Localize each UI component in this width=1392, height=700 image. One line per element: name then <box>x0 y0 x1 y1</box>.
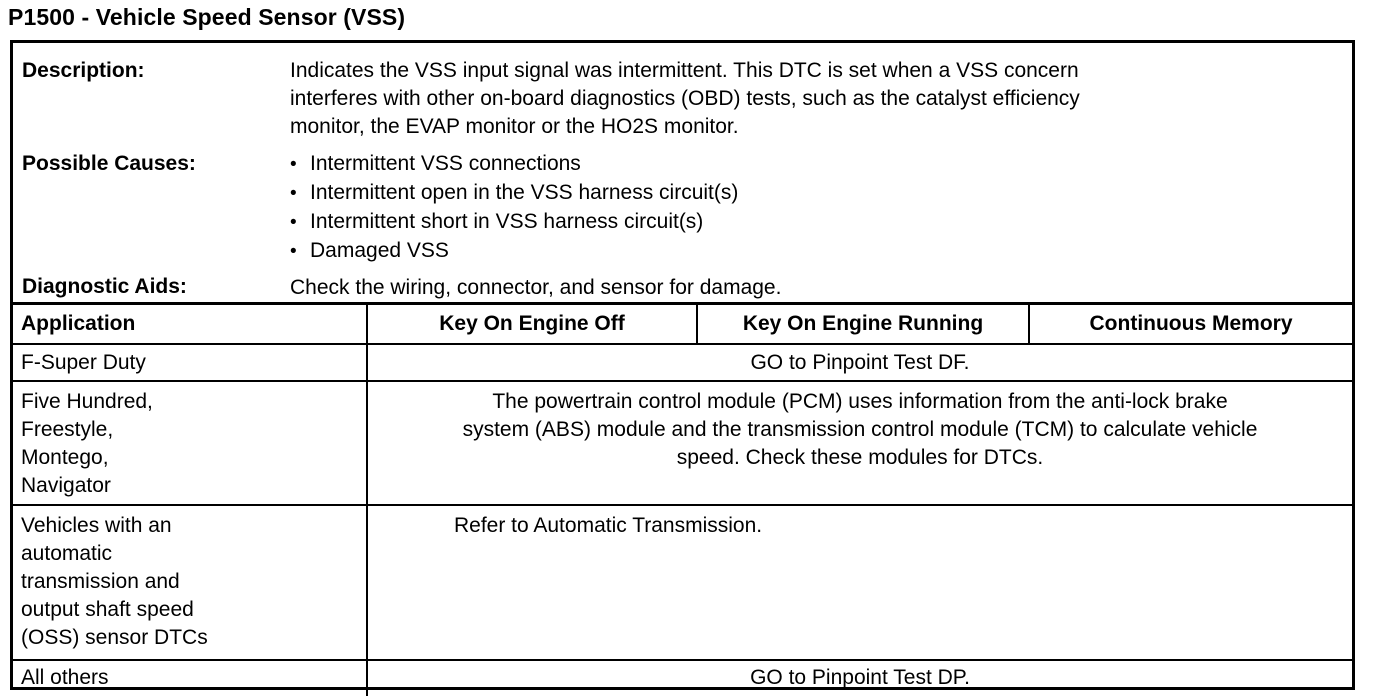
application-line: transmission and <box>21 570 180 593</box>
cause-item <box>290 179 738 208</box>
action-cell <box>367 660 1352 696</box>
header-key-on-engine-running: Key On Engine Running <box>697 304 1029 345</box>
application-cell <box>13 344 367 381</box>
bullet-icon: • <box>290 212 297 233</box>
action-cell <box>367 381 1352 505</box>
application-cell <box>13 381 367 505</box>
header-continuous-memory: Continuous Memory <box>1029 304 1352 345</box>
cause-text: Intermittent VSS connections <box>310 152 581 175</box>
application-line: Freestyle, <box>21 418 114 441</box>
action-line: Refer to Automatic Transmission. <box>454 514 763 537</box>
application-line: F-Super Duty <box>21 351 146 374</box>
possible-causes-label: Possible Causes: <box>22 152 196 175</box>
action-line: GO to Pinpoint Test DF. <box>750 351 970 374</box>
cause-text: Intermittent short in VSS harness circuit(s) <box>310 210 704 233</box>
possible-causes-list <box>290 150 738 266</box>
application-cell <box>13 660 367 696</box>
table-row <box>13 505 1352 660</box>
diagnostic-aids-text: Check the wiring, connector, and sensor for damage. <box>290 276 782 299</box>
cause-item <box>290 237 738 266</box>
bullet-icon: • <box>290 241 297 262</box>
info-section <box>13 43 1352 303</box>
table-row <box>13 381 1352 505</box>
description-line: monitor, the EVAP monitor or the HO2S monitor. <box>290 115 739 138</box>
application-line: Montego, <box>21 446 109 469</box>
cause-item <box>290 208 738 237</box>
bullet-icon: • <box>290 154 297 175</box>
application-line: Vehicles with an <box>21 514 172 537</box>
action-cell <box>367 344 1352 381</box>
action-line: GO to Pinpoint Test DP. <box>750 666 970 689</box>
bullet-icon: • <box>290 183 297 204</box>
description-line: Indicates the VSS input signal was intermittent. This DTC is set when a VSS concern <box>290 59 1079 82</box>
application-line: Five Hundred, <box>21 390 153 413</box>
cause-text: Intermittent open in the VSS harness circuit(s) <box>310 181 739 204</box>
header-key-on-engine-off: Key On Engine Off <box>367 304 697 345</box>
application-cell <box>13 505 367 660</box>
action-line: system (ABS) module and the transmission control module (TCM) to calculate vehicle <box>462 418 1258 441</box>
application-line: Navigator <box>21 474 111 497</box>
dtc-frame <box>10 40 1355 690</box>
application-table <box>13 302 1352 696</box>
application-line: automatic <box>21 542 113 565</box>
description-line: interferes with other on-board diagnostics (OBD) tests, such as the catalyst efficiency <box>290 87 1080 110</box>
description-text <box>290 57 1290 141</box>
application-line: (OSS) sensor DTCs <box>21 626 208 649</box>
table-row <box>13 344 1352 381</box>
header-application: Application <box>13 304 367 345</box>
action-line: The powertrain control module (PCM) uses information from the anti-lock brake <box>492 390 1228 413</box>
action-cell <box>367 505 1352 660</box>
diagnostic-aids-label: Diagnostic Aids: <box>22 275 187 298</box>
application-line: All others <box>21 666 109 689</box>
application-line: output shaft speed <box>21 598 194 621</box>
table-row <box>13 660 1352 696</box>
description-label: Description: <box>22 59 145 82</box>
table-header-row <box>13 304 1352 345</box>
action-line: speed. Check these modules for DTCs. <box>676 446 1044 469</box>
cause-text: Damaged VSS <box>310 239 449 262</box>
cause-item <box>290 150 738 179</box>
page-title: P1500 - Vehicle Speed Sensor (VSS) <box>8 4 406 30</box>
